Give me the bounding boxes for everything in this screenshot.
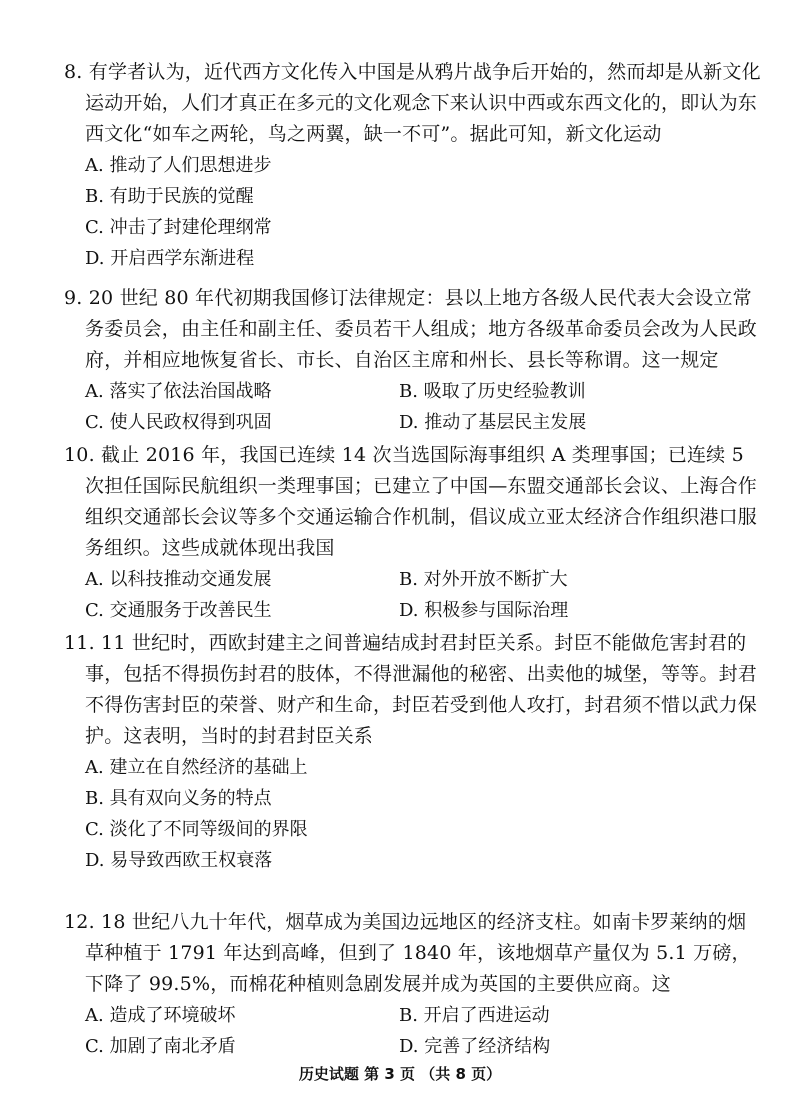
option-c: C. 淡化了不同等级间的界限 <box>85 819 308 840</box>
question-stem: 11. 11 世纪时，西欧封建主之间普遍结成封君封臣关系。封臣不能做危害封君的事，包括不得损伤封君的肢体，不得泄漏他的秘密、出卖他的城堡，等等。封君不得伤害封臣的荣誉、财产和生命，封臣若受到他人攻打，封君须不惜以武力保护。这表明，当时的封君封臣关系 <box>64 632 758 747</box>
question-stem: 10. 截止 2016 年，我国已连续 14 次当选国际海事组织 A 类理事国；已连续 5 次担任国际民航组织一类理事国；已建立了中国—东盟交通部长会议、上海合作组织交通部长会议等多个交通运输合作机制，倡议成立亚太经济合作组织港口服务组织。这些成就体现出我国 <box>64 444 758 559</box>
option-c: C. 冲击了封建伦理纲常 <box>85 217 272 238</box>
option-a: A. 以科技推动交通发展 <box>85 569 272 590</box>
option-b: B. 吸取了历史经验教训 <box>399 381 586 402</box>
option-list <box>64 1000 764 1062</box>
option-d: D. 推动了基层民主发展 <box>399 412 587 433</box>
question-stem: 8. 有学者认为，近代西方文化传入中国是从鸦片战争后开始的，然而却是从新文化运动开始，人们才真正在多元的文化观念下来认识中西或东西文化的，即认为东西文化“如车之两轮，鸟之两翼，缺一不可”。据此可知，新文化运动 <box>64 61 761 145</box>
option-list <box>64 564 764 626</box>
option-c: C. 交通服务于改善民生 <box>85 600 272 621</box>
option-d: D. 开启西学东渐进程 <box>85 248 255 269</box>
option-a: A. 推动了人们思想进步 <box>85 155 272 176</box>
option-a: A. 造成了环境破坏 <box>85 1005 236 1026</box>
question-10 <box>64 440 764 626</box>
option-row <box>85 376 764 407</box>
option-list <box>64 150 764 274</box>
option-c: C. 加剧了南北矛盾 <box>85 1036 236 1057</box>
option-b: B. 具有双向义务的特点 <box>85 788 272 809</box>
question-9 <box>64 283 764 438</box>
option-c: C. 使人民政权得到巩固 <box>85 412 272 433</box>
page-footer: 历史试题 第 3 页 （共 8 页） <box>298 1065 502 1083</box>
option-a: A. 建立在自然经济的基础上 <box>85 757 308 778</box>
question-12 <box>64 907 764 1062</box>
option-row <box>85 407 764 438</box>
option-a: A. 落实了依法治国战略 <box>85 381 272 402</box>
option-d: D. 易导致西欧王权衰落 <box>85 850 273 871</box>
option-row <box>85 1000 764 1031</box>
option-b: B. 对外开放不断扩大 <box>399 569 568 590</box>
option-b: B. 开启了西进运动 <box>399 1005 550 1026</box>
option-list <box>64 752 764 876</box>
question-11 <box>64 628 764 876</box>
option-d: D. 完善了经济结构 <box>399 1036 551 1057</box>
question-stem: 12. 18 世纪八九十年代，烟草成为美国边远地区的经济支柱。如南卡罗莱纳的烟草种植于 1791 年达到高峰，但到了 1840 年，该地烟草产量仅为 5.1 万磅，下降了 99.5%，而棉花种植则急剧发展并成为英国的主要供应商。这 <box>64 911 751 995</box>
option-row <box>85 1031 764 1062</box>
option-d: D. 积极参与国际治理 <box>399 600 569 621</box>
option-list <box>64 376 764 438</box>
option-b: B. 有助于民族的觉醒 <box>85 186 254 207</box>
question-8 <box>64 57 764 274</box>
option-row <box>85 564 764 595</box>
option-row <box>85 595 764 626</box>
question-stem: 9. 20 世纪 80 年代初期我国修订法律规定：县以上地方各级人民代表大会设立常务委员会，由主任和副主任、委员若干人组成；地方各级革命委员会改为人民政府，并相应地恢复省长、市长、自治区主席和州长、县长等称谓。这一规定 <box>64 287 758 371</box>
